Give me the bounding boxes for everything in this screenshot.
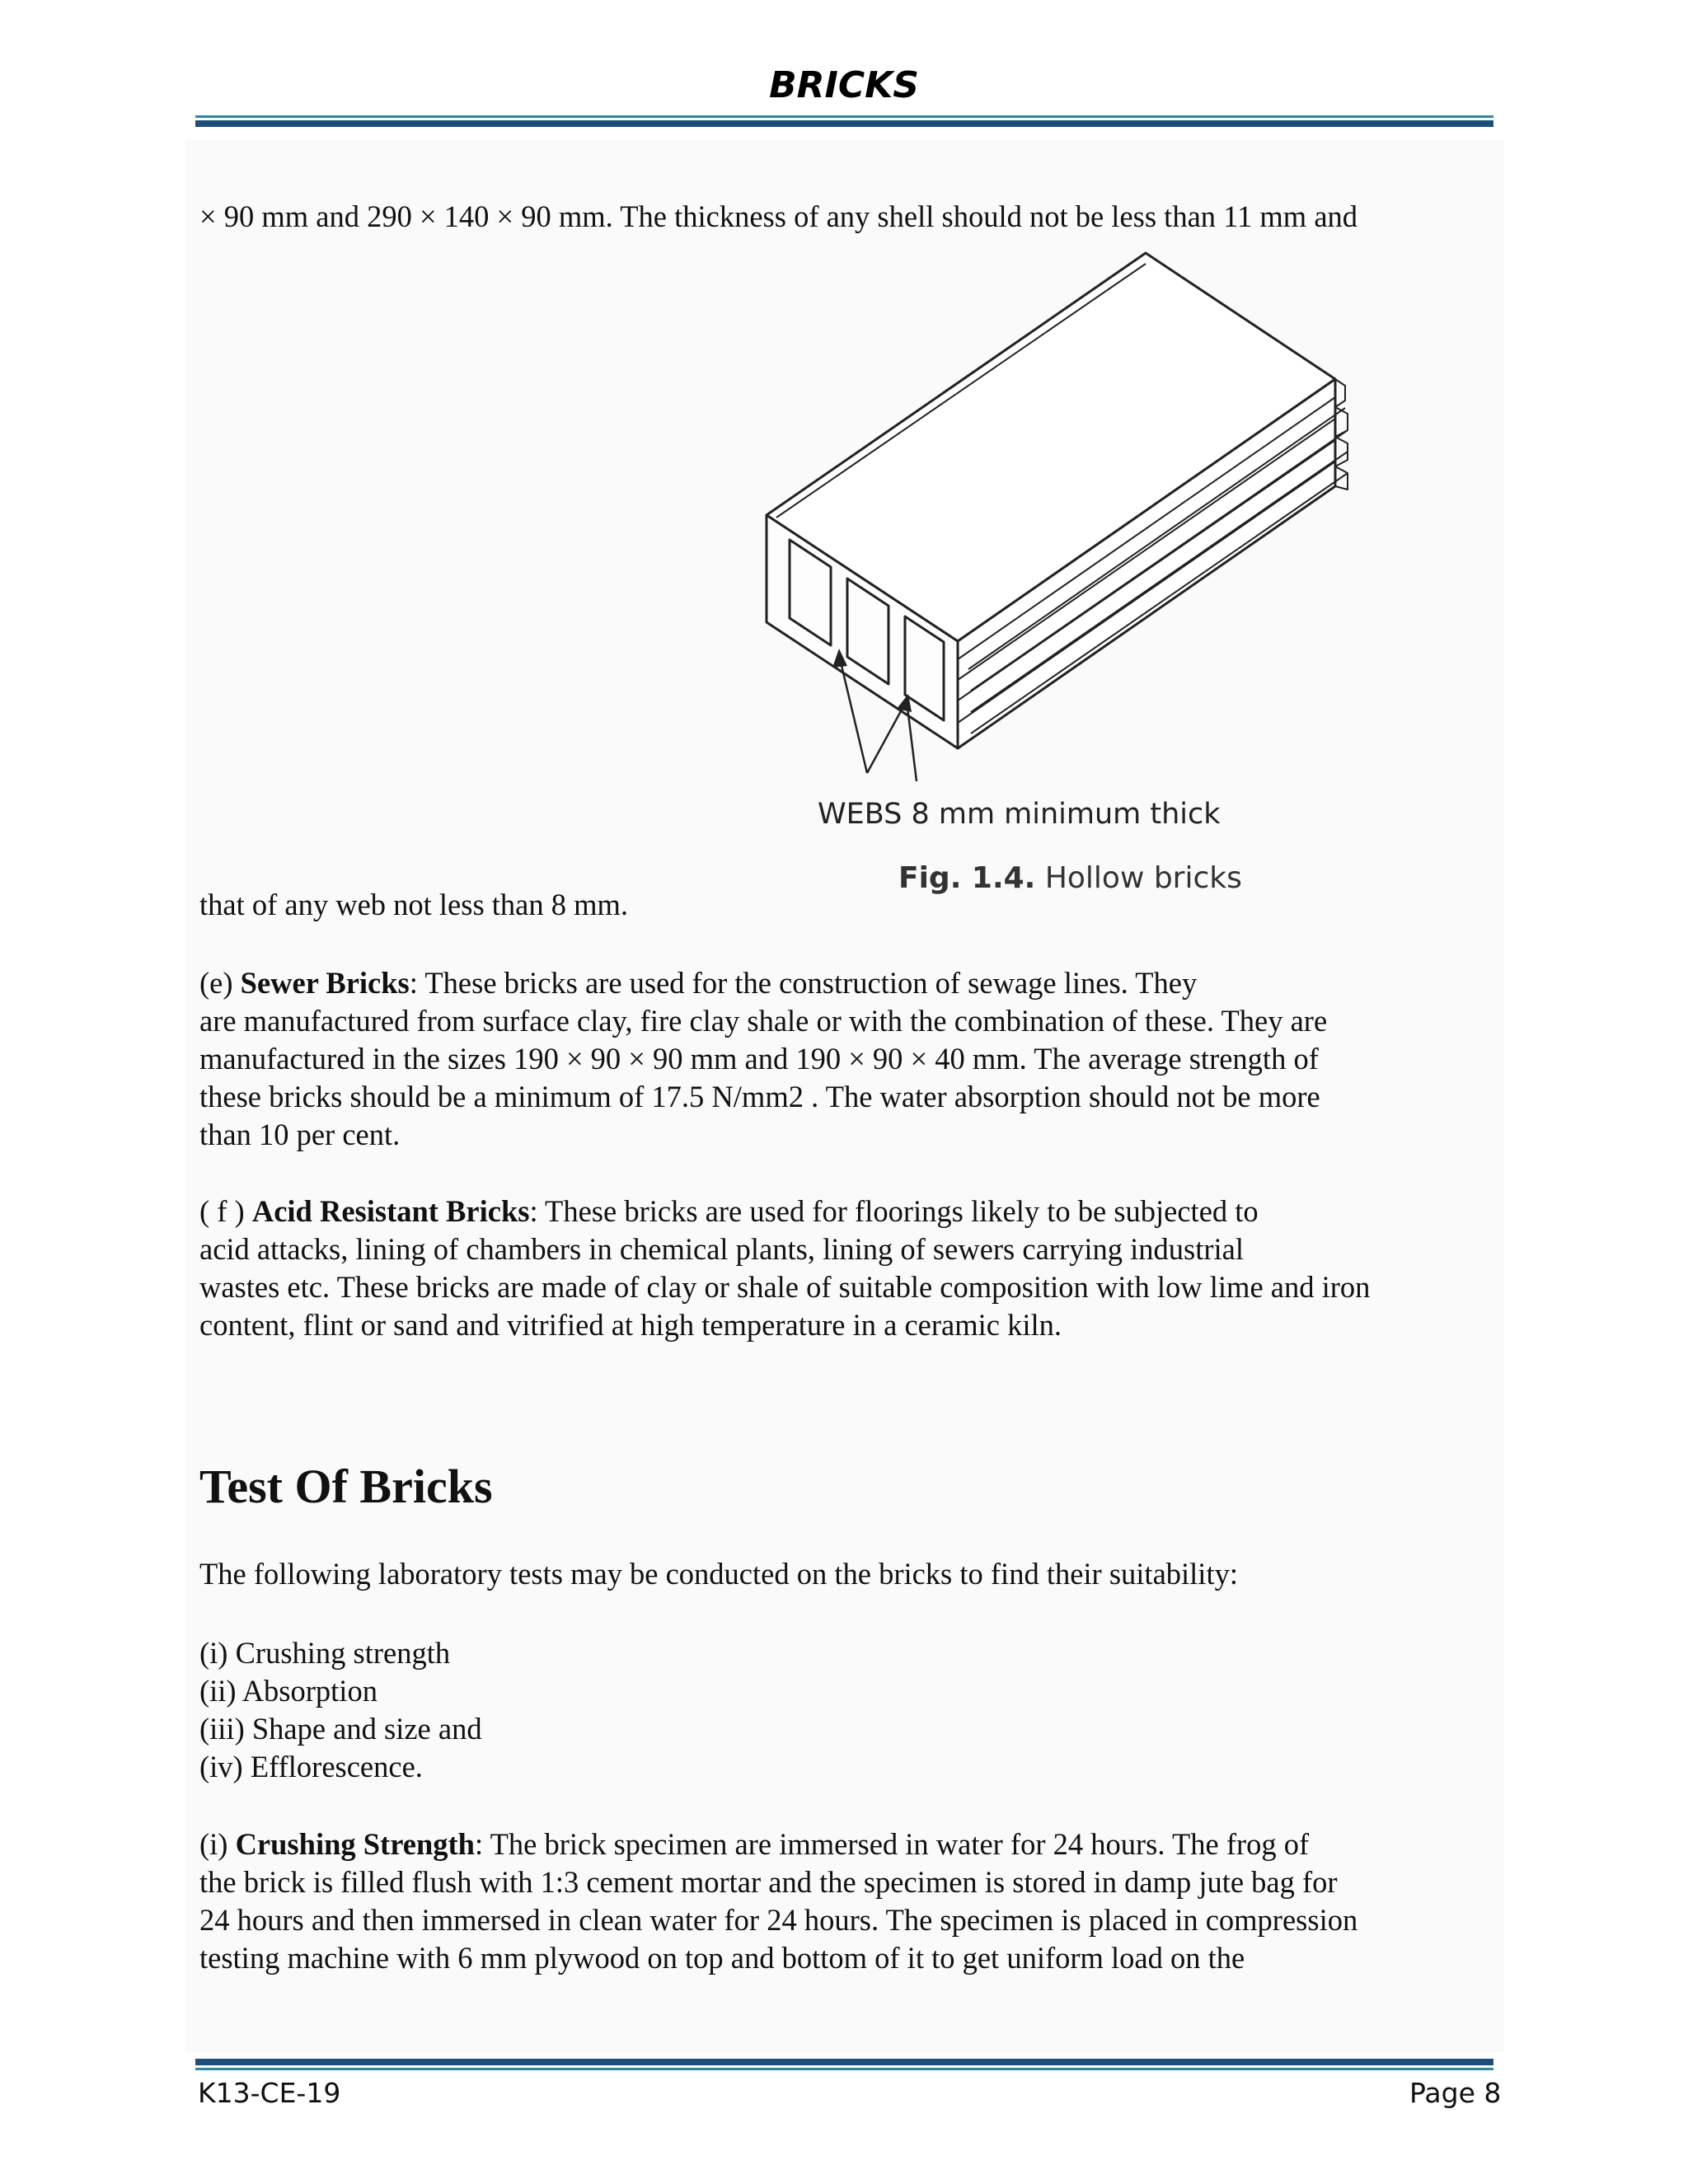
sewer-line-5: than 10 per cent.	[199, 1118, 401, 1151]
crushing-line-4: testing machine with 6 mm plywood on top and bottom of it to get uniform load on the	[199, 1941, 1245, 1975]
crushing-term: Crushing Strength	[235, 1827, 475, 1861]
crushing-line-1: (i) Crushing Strength: The brick specimen are immersed in water for 24 hours. The frog of	[199, 1827, 1310, 1861]
figure-label: WEBS 8 mm minimum thick	[818, 798, 1221, 831]
sewer-line-3: manufactured in the sizes 190 × 90 × 90 mm and 190 × 90 × 40 mm. The average strength of	[199, 1042, 1319, 1076]
sewer-bricks-paragraph	[199, 964, 1502, 1154]
list-item: (iv) Efflorescence.	[199, 1750, 423, 1783]
page-header-title: BRICKS	[769, 64, 919, 106]
acid-line-4: content, flint or sand and vitrified at high temperature in a ceramic kiln.	[199, 1308, 1062, 1342]
acid-term: Acid Resistant Bricks	[251, 1194, 530, 1228]
footer-rule	[195, 2056, 1493, 2070]
figure-caption-text: Hollow bricks	[1044, 861, 1242, 895]
list-item: (iii) Shape and size and	[199, 1712, 482, 1746]
after-figure-line: that of any web not less than 8 mm.	[199, 888, 629, 921]
footer-code: K13-CE-19	[198, 2077, 341, 2109]
acid-bricks-paragraph	[199, 1193, 1502, 1344]
header-rule	[195, 115, 1493, 127]
acid-line-1: ( f ) Acid Resistant Bricks: These bricks are used for floorings likely to be subjected to	[199, 1194, 1259, 1228]
figure-caption-number: Fig. 1.4.	[898, 861, 1036, 895]
acid-line-2: acid attacks, lining of chambers in chemical plants, lining of sewers carrying industrial	[199, 1232, 1244, 1266]
page-number: Page 8	[1409, 2077, 1502, 2109]
list-item: (i) Crushing strength	[199, 1636, 451, 1670]
acid-line-3: wastes etc. These bricks are made of clay or shale of suitable composition with low lime and iron	[199, 1270, 1371, 1304]
sewer-term: Sewer Bricks	[240, 966, 410, 1000]
intro-line: × 90 mm and 290 × 140 × 90 mm. The thickness of any shell should not be less than 11 mm and	[199, 199, 1358, 233]
test-list	[199, 1634, 482, 1786]
crushing-line-2: the brick is filled flush with 1:3 cement mortar and the specimen is stored in damp jute bag for	[199, 1865, 1338, 1899]
sewer-line-4: these bricks should be a minimum of 17.5 N/mm2 . The water absorption should not be more	[199, 1080, 1320, 1113]
sewer-line-1: (e) Sewer Bricks: These bricks are used for the construction of sewage lines. They	[199, 966, 1198, 1000]
test-intro: The following laboratory tests may be conducted on the bricks to find their suitability:	[199, 1557, 1238, 1591]
section-heading: Test Of Bricks	[199, 1460, 493, 1513]
crushing-paragraph	[199, 1825, 1502, 1977]
crushing-line-3: 24 hours and then immersed in clean water for 24 hours. The specimen is placed in compression	[199, 1903, 1358, 1937]
list-item: (ii) Absorption	[199, 1674, 377, 1708]
sewer-line-2: are manufactured from surface clay, fire clay shale or with the combination of these. They are	[199, 1004, 1328, 1038]
